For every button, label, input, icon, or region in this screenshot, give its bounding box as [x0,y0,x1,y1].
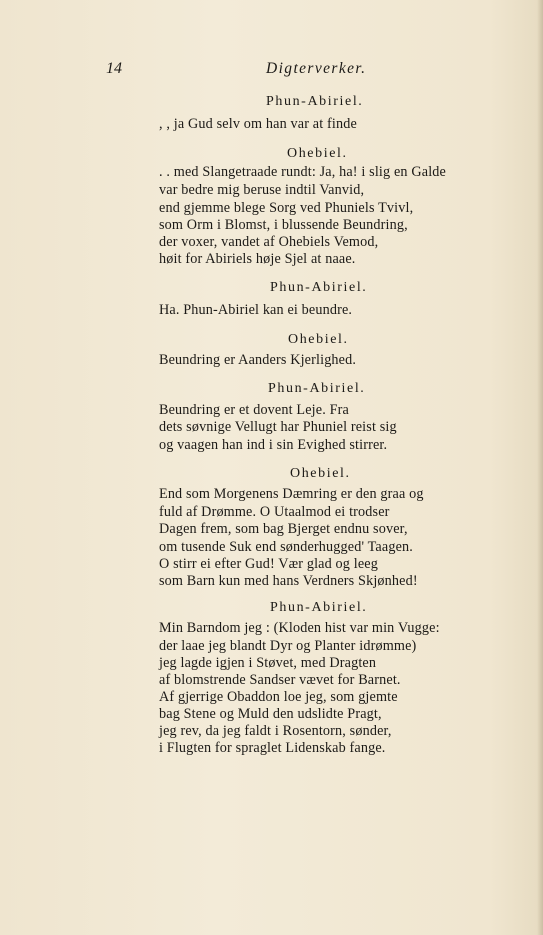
speaker-name: Phun-Abiriel. [270,280,368,295]
verse-line: bag Stene og Muld den udslidte Pragt, [159,706,382,722]
verse-line: Beundring er Aanders Kjerlighed. [159,352,357,368]
verse-line: høit for Abiriels høje Sjel at naae. [159,251,356,267]
verse-line: jeg lagde igjen i Støvet, med Dragten [159,655,377,671]
speaker-name: Phun-Abiriel. [266,94,364,109]
speaker-name: Phun-Abiriel. [270,600,368,615]
verse-line: Min Barndom jeg : (Kloden hist var min Vugge: [159,620,440,636]
verse-line: i Flugten for spraglet Lidenskab fange. [159,740,386,756]
verse-line: af blomstrende Sandser vævet for Barnet. [159,672,401,688]
verse-line: som Barn kun med hans Verdners Skjønhed! [159,573,418,589]
verse-line: som Orm i Blomst, i blussende Beundring, [159,217,408,233]
verse-line: dets søvnige Vellugt har Phuniel reist sig [159,419,397,435]
verse-line: , , ja Gud selv om han var at finde [159,116,357,132]
verse-line: end gjemme blege Sorg ved Phuniels Tvivl, [159,200,414,216]
verse-line: O stirr ei efter Gud! Vær glad og leeg [159,556,378,572]
verse-line: Dagen frem, som bag Bjerget endnu sover, [159,521,408,537]
verse-line: der voxer, vandet af Ohebiels Vemod, [159,234,379,250]
verse-line: der laae jeg blandt Dyr og Planter idrømme) [159,638,417,654]
running-title: Digterverker. [266,60,367,77]
verse-line: End som Morgenens Dæmring er den graa og [159,486,424,502]
page-number: 14 [106,60,122,77]
page-edge-shadow [537,0,543,935]
verse-line: fuld af Drømme. O Utaalmod ei trodser [159,504,390,520]
speaker-name: Ohebiel. [287,146,348,161]
verse-line: var bedre mig beruse indtil Vanvid, [159,182,365,198]
verse-line: og vaagen han ind i sin Evighed stirrer. [159,437,388,453]
verse-line: Ha. Phun-Abiriel kan ei beundre. [159,302,353,318]
verse-line: om tusende Suk end sønderhugged' Taagen. [159,539,413,555]
verse-line: Beundring er et dovent Leje. Fra [159,402,349,418]
speaker-name: Phun-Abiriel. [268,381,366,396]
verse-line: jeg rev, da jeg faldt i Rosentorn, sønder, [159,723,392,739]
verse-line: . . med Slangetraade rundt: Ja, ha! i slig en Galde [159,164,446,180]
speaker-name: Ohebiel. [288,332,349,347]
verse-line: Af gjerrige Obaddon loe jeg, som gjemte [159,689,398,705]
page-header [0,60,543,84]
speaker-name: Ohebiel. [290,466,351,481]
